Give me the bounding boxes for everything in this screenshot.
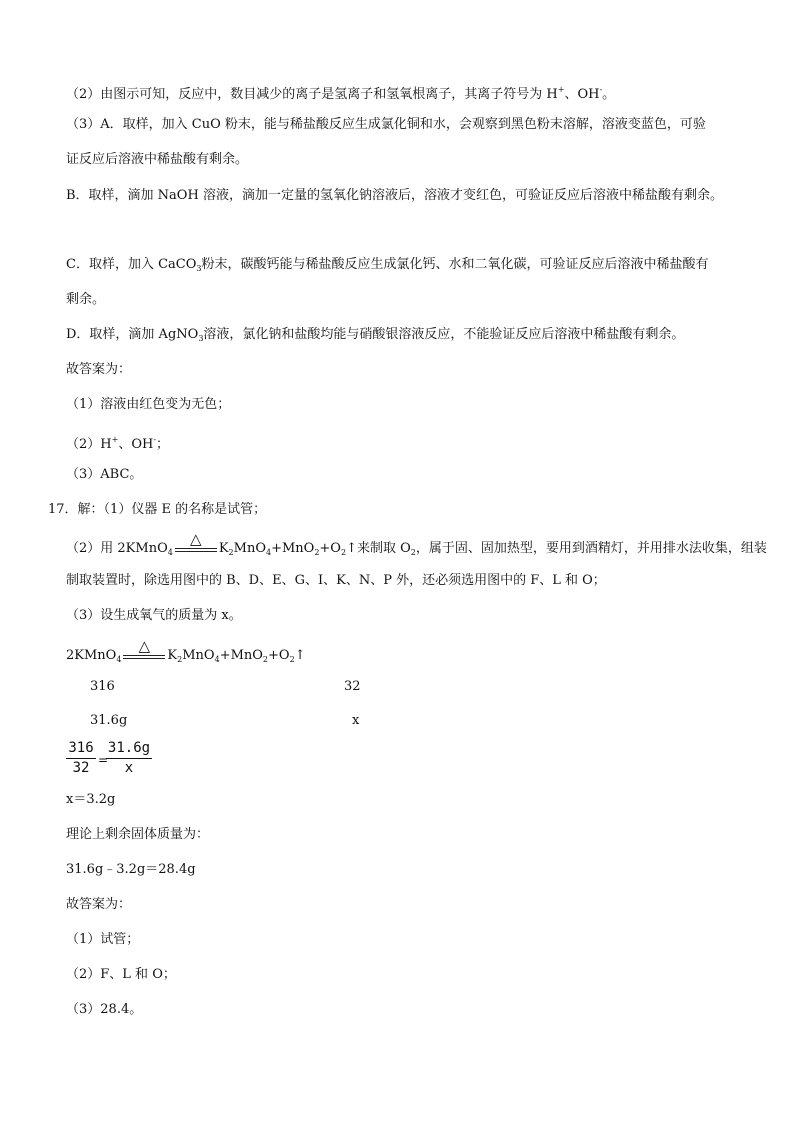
fraction-right: 31.6g x xyxy=(107,740,151,776)
text-line: （3）A．取样，加入 CuO 粉末，能与稀盐酸反应生成氯化铜和水，会观察到黑色粉末溶解，溶液变蓝色，可验 xyxy=(66,117,706,132)
answer-item: （2）F、L 和 O； xyxy=(66,967,176,982)
text-line: 31.6g﹣3.2g＝28.4g xyxy=(66,862,196,877)
ratio-value: 316 xyxy=(90,679,115,694)
text-line: 理论上剩余固体质量为： xyxy=(66,827,210,842)
ratio-value: 32 xyxy=(344,679,361,694)
text-line: x＝3.2g xyxy=(66,792,116,807)
text-line: 制取装置时，除选用图中的 B、D、E、G、I、K、N、P 外，还必须选用图中的 F、L 和 O； xyxy=(66,573,606,588)
text-line: 剩余。 xyxy=(66,292,106,307)
text-line: （2）用 2KMnO$_4$ △ $K_2MnO_4+MnO_2+O_2↑$来制取 $O_2$，属于固、固加热型，要用到酒精灯，并用排水法收集，组装 xyxy=(66,530,767,557)
ratio-value: x xyxy=(352,713,360,728)
answer-item: （1）溶液由红色变为无色； xyxy=(66,397,231,412)
answer-item: （2）H+、OH-； xyxy=(66,435,170,452)
text-line: 证反应后溶液中稀盐酸有剩余。 xyxy=(66,152,249,167)
text-line: （2）由图示可知，反应中，数目减少的离子是氢离子和氢氧根离子，其离子符号为 H+、OH-。 xyxy=(66,85,616,102)
text-line: （3）设生成氧气的质量为 x。 xyxy=(66,608,242,623)
chemical-equation: 2KMnO$_4$ △ $K_2MnO_4+MnO_2+O_2↑$ xyxy=(66,637,306,664)
answer-heading: 故答案为： xyxy=(66,897,132,912)
text-line: C．取样，加入 CaCO$_3$粉末，碳酸钙能与稀盐酸反应生成氯化钙、水和二氧化碳，可验证反应后溶液中稀盐酸有 xyxy=(66,257,709,273)
answer-item: （1）试管； xyxy=(66,932,140,947)
text-line: D．取样，滴加 AgNO$_3$溶液，氯化钠和盐酸均能与硝酸银溶液反应，不能验证反应后溶液中稀盐酸有剩余。 xyxy=(66,327,685,343)
answer-heading: 故答案为： xyxy=(66,362,132,377)
fraction-left: 316 32 xyxy=(66,741,96,776)
ratio-value: 31.6g xyxy=(90,713,128,728)
answer-item: （3）28.4。 xyxy=(66,1002,143,1017)
equals-sign: = xyxy=(98,753,109,767)
question-heading: 17．解：（1）仪器 E 的名称是试管； xyxy=(48,502,267,517)
heating-arrow: △ xyxy=(121,645,167,663)
text-line: B．取样，滴加 NaOH 溶液，滴加一定量的氢氧化钠溶液后，溶液才变红色，可验证反应后溶液中稀盐酸有剩余。 xyxy=(66,188,723,203)
answer-item: （3）ABC。 xyxy=(66,467,143,482)
heating-arrow: △ xyxy=(173,538,219,556)
